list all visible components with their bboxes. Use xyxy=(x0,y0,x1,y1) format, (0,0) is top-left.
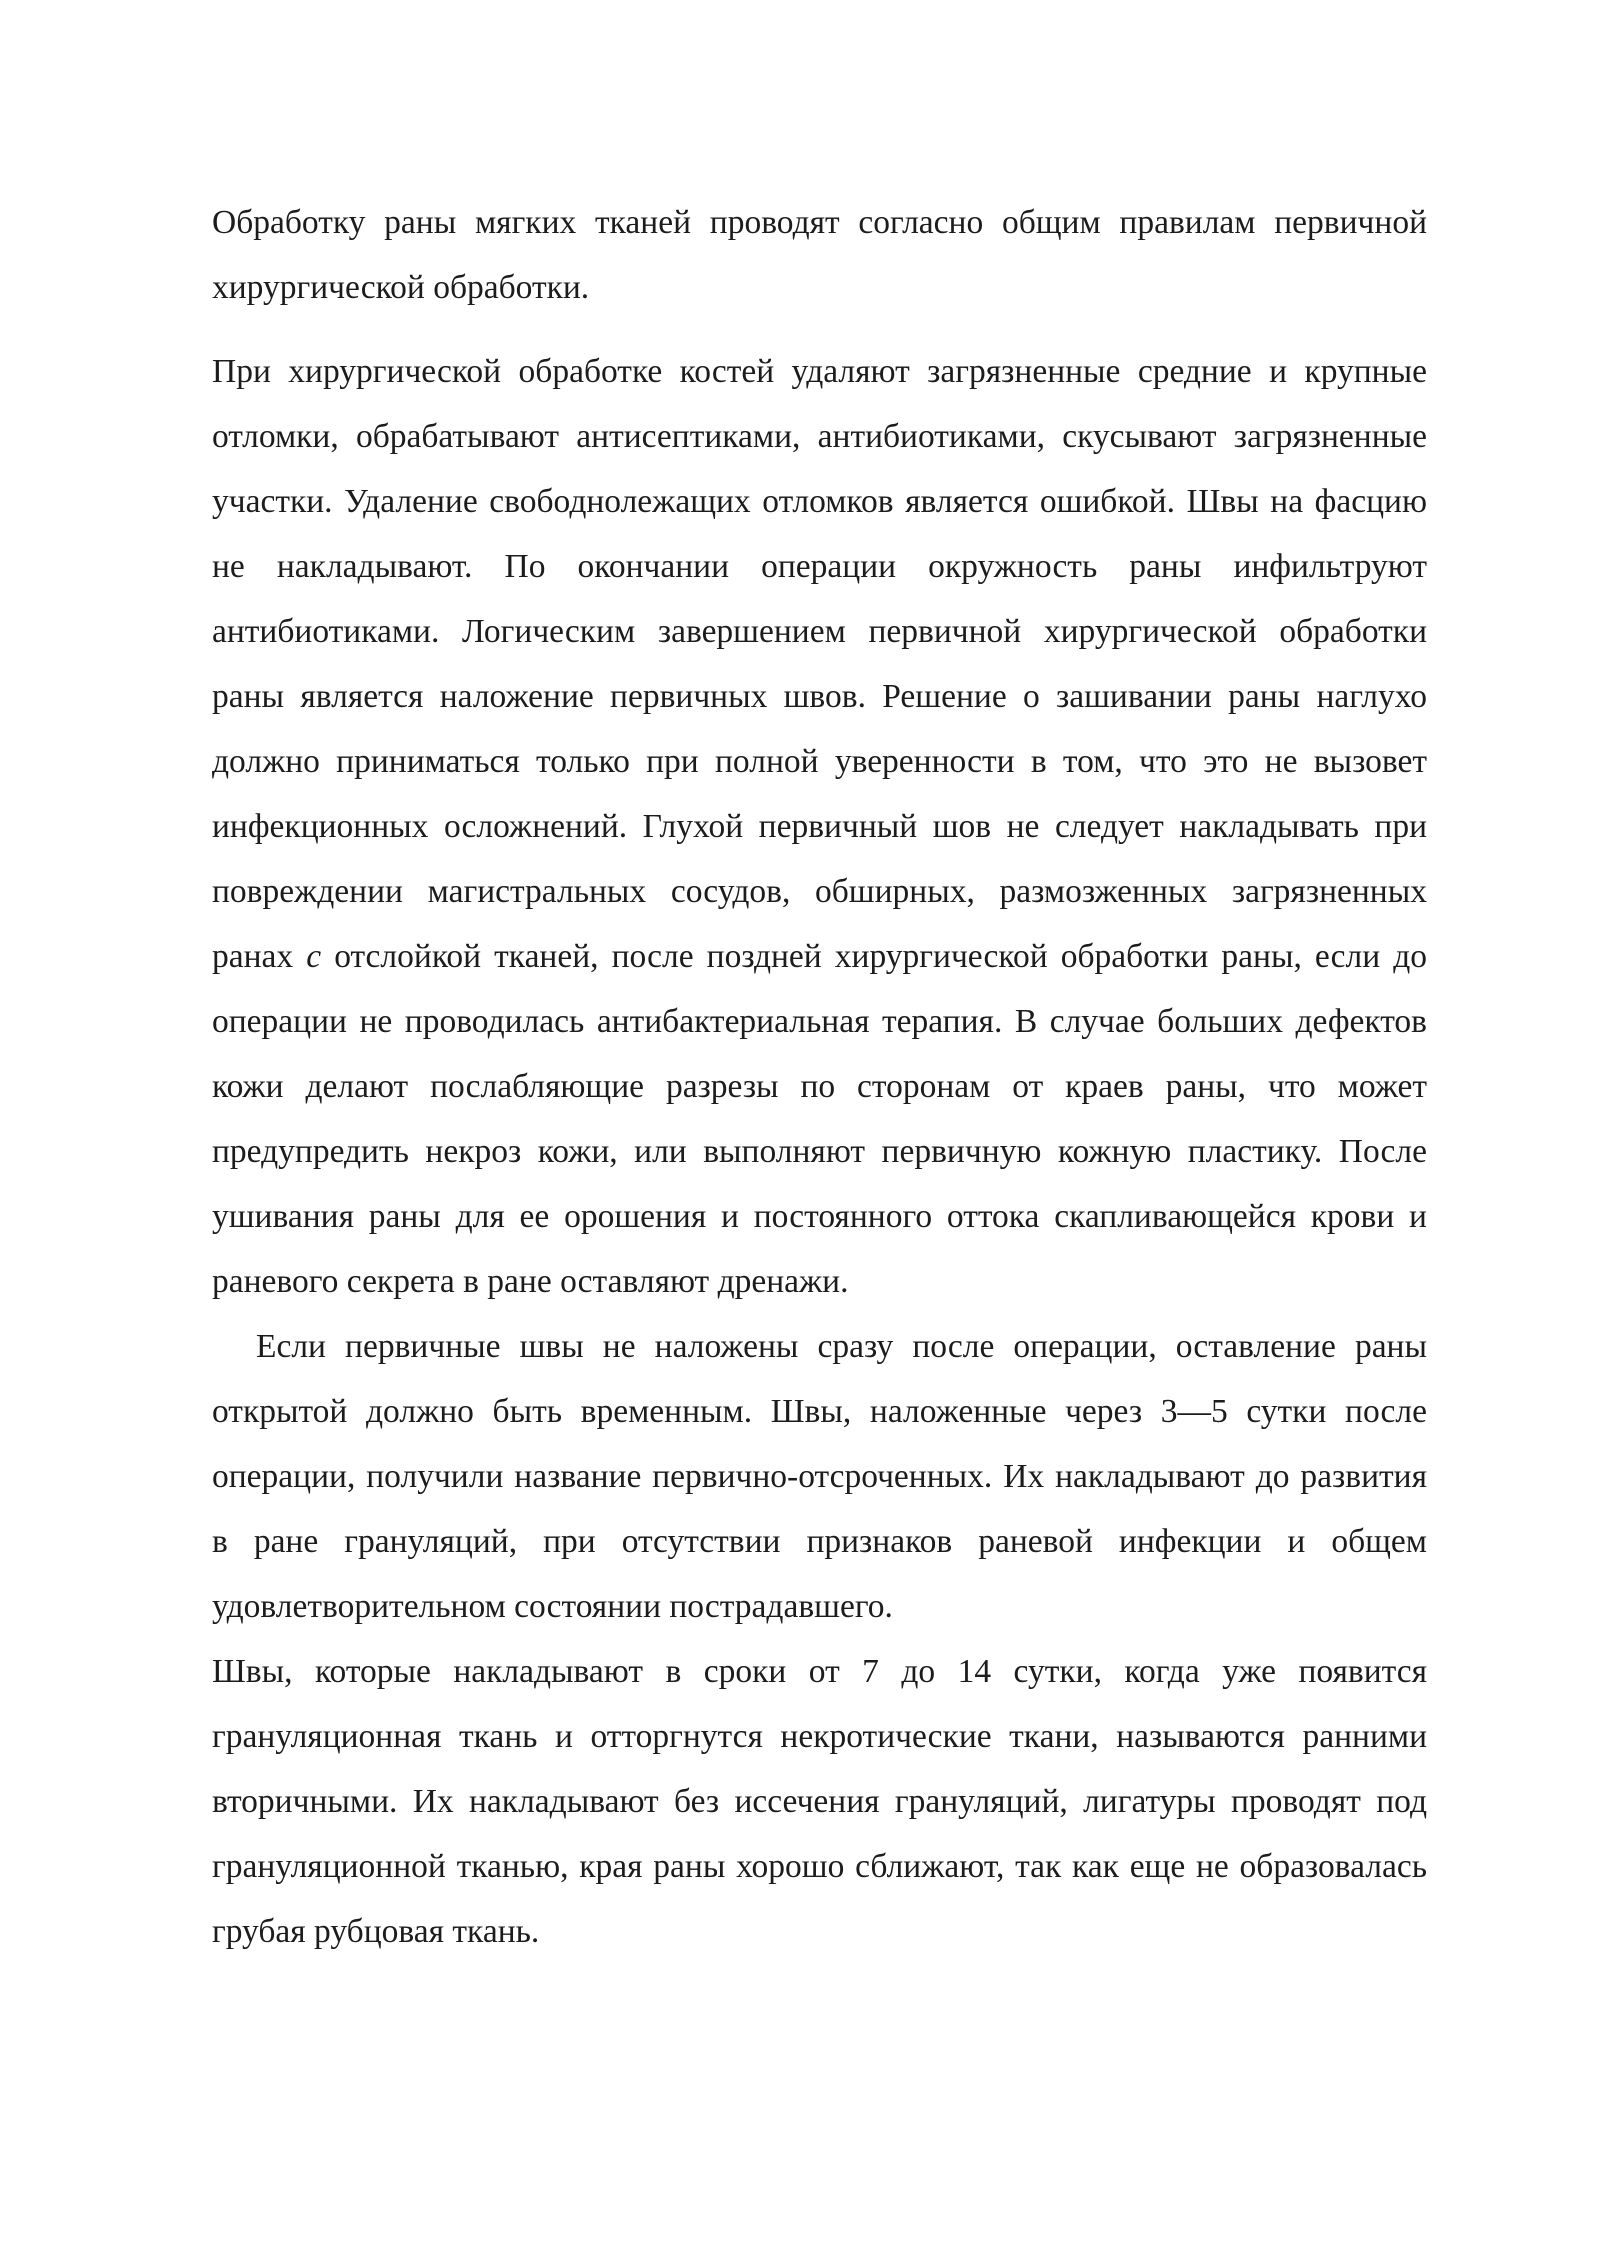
paragraph-bone-treatment-text-part-2: отслойкой тканей, после поздней хирургической обработки раны, если до операции не проводилась антибактериальная терапия. В случае больших дефектов кожи делают послабляющие разрезы по сторонам от краев раны, что может предупредить некроз кожи, или выполняют первичную кожную пластику. После ушивания раны для ее орошения и постоянного оттока скапливающейся крови и раневого секрета в ране оставляют дренажи. xyxy=(212,938,1427,1300)
paragraph-bone-treatment-italic-word: с xyxy=(306,938,322,975)
paragraph-delayed-primary-sutures: Если первичные швы не наложены сразу после операции, оставление раны открытой должно быть временным. Швы, наложенные через 3—5 сутки после операции, получили название первично-отсроченных. Их накладывают до развития в ране грануляций, при отсутствии признаков раневой инфекции и общем удовлетворительном состоянии пострадавшего. xyxy=(212,1328,1427,1625)
paragraph-bone-treatment-and-primary-sutures xyxy=(212,339,1427,1314)
document-body xyxy=(212,190,1427,1964)
paragraph-early-secondary-sutures: Швы, которые накладывают в сроки от 7 до 14 сутки, когда уже появится грануляционная ткань и отторгнутся некротические ткани, называются ранними вторичными. Их накладывают без иссечения грануляций, лигатуры проводят под грануляционной тканью, края раны хорошо сближают, так как еще не образовалась грубая рубцовая ткань. xyxy=(212,1653,1427,1950)
paragraph-bone-treatment-text-part-1: При хирургической обработке костей удаляют загрязненные средние и крупные отломки, обрабатывают антисептиками, антибиотиками, скусывают загрязненные участки. Удаление свободнолежащих отломков является ошибкой. Швы на фасцию не накладывают. По окончании операции окружность раны инфильтруют антибиотиками. Логическим завершением первичной хирургической обработки раны является наложение первичных швов. Решение о зашивании раны наглухо должно приниматься только при полной уверенности в том, что это не вызовет инфекционных осложнений. Глухой первичный шов не следует накладывать при повреждении магистральных сосудов, обширных, размозженных загрязненных ранах xyxy=(212,353,1427,975)
paragraph-soft-tissue-treatment: Обработку раны мягких тканей проводят согласно общим правилам первичной хирургической обработки. xyxy=(212,204,1427,306)
